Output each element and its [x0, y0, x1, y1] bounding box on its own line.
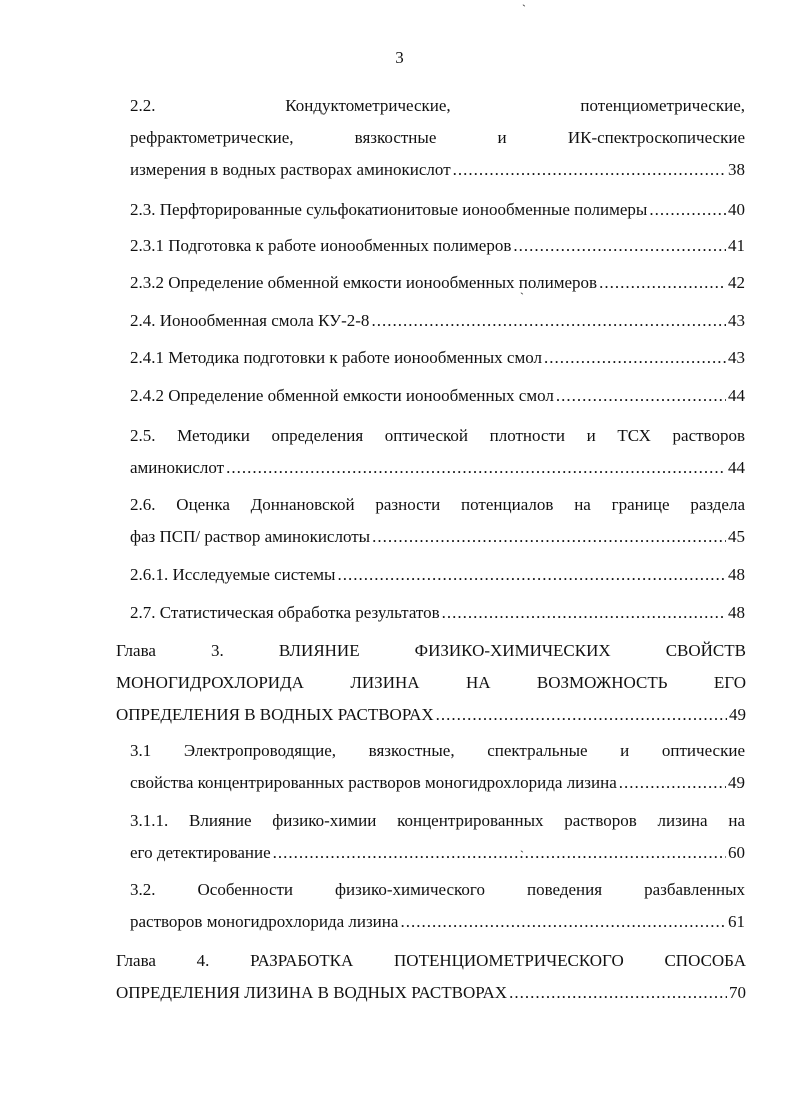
- toc-entry-page: 48: [728, 565, 745, 584]
- toc-entry-2-4[interactable]: [130, 305, 745, 337]
- scan-mark: `: [520, 290, 524, 304]
- toc-leader-dots: [400, 906, 726, 938]
- toc-leader-dots: [226, 452, 726, 484]
- toc-entry-line: 2.2. Кондуктометрические, потенциометрические,: [130, 96, 745, 115]
- toc-entry-title: 2.4.1 Методика подготовки к работе ионообменных смол: [130, 348, 542, 367]
- toc-entry-page: 38: [728, 160, 745, 179]
- toc-entry-title: 2.4. Ионообменная смола КУ-2-8: [130, 311, 370, 330]
- toc-entry-title: 2.6.1. Исследуемые системы: [130, 565, 336, 584]
- toc-entry-title: растворов моногидрохлорида лизина: [130, 912, 399, 931]
- toc-leader-dots: [619, 767, 726, 799]
- toc-leader-dots: [599, 267, 726, 299]
- toc-entry-3-1[interactable]: [130, 735, 745, 799]
- toc-entry-page: 61: [728, 912, 745, 931]
- toc-leader-dots: [556, 380, 726, 412]
- toc-entry-2-2[interactable]: [130, 90, 745, 186]
- toc-entry-page: 70: [729, 983, 746, 1002]
- scan-mark: `: [522, 2, 526, 16]
- toc-leader-dots: [442, 597, 726, 629]
- toc-entry-2-3[interactable]: [130, 194, 745, 226]
- toc-entry-2-6-1[interactable]: [130, 559, 745, 591]
- toc-leader-dots: [436, 699, 727, 731]
- toc-entry-line: 2.6. Оценка Доннановской разности потенциалов на границе раздела: [130, 495, 745, 514]
- toc-entry-line: рефрактометрические, вязкостные и ИК-спектроскопические: [130, 128, 745, 147]
- toc-leader-dots: [337, 559, 726, 591]
- toc-entry-page: 40: [728, 200, 745, 219]
- scan-mark: `: [520, 848, 524, 862]
- page-number: 3: [395, 48, 404, 67]
- toc-leader-dots: [273, 837, 726, 869]
- toc-entry-line: Глава 3. ВЛИЯНИЕ ФИЗИКО-ХИМИЧЕСКИХ СВОЙСТВ: [116, 641, 746, 660]
- toc-chapter-4[interactable]: [116, 945, 746, 1009]
- toc-entry-page: 48: [728, 603, 745, 622]
- toc-leader-dots: [509, 977, 727, 1009]
- toc-entry-2-3-1[interactable]: [130, 230, 745, 262]
- toc-entry-2-6[interactable]: [130, 489, 745, 553]
- toc-entry-line: 3.1 Электропроводящие, вязкостные, спектральные и оптические: [130, 741, 745, 760]
- toc-entry-title: 2.3. Перфторированные сульфокатионитовые ионообменные полимеры: [130, 200, 648, 219]
- toc-entry-page: 41: [728, 236, 745, 255]
- toc-entry-2-7[interactable]: [130, 597, 745, 629]
- toc-entry-page: 45: [728, 527, 745, 546]
- toc-entry-title: свойства концентрированных растворов моногидрохлорида лизина: [130, 773, 617, 792]
- toc-entry-title: 2.4.2 Определение обменной емкости ионообменных смол: [130, 386, 554, 405]
- toc-entry-page: 43: [728, 311, 745, 330]
- toc-entry-page: 49: [728, 773, 745, 792]
- toc-leader-dots: [649, 194, 726, 226]
- toc-chapter-3[interactable]: [116, 635, 746, 731]
- toc-entry-page: 43: [728, 348, 745, 367]
- toc-entry-page: 44: [728, 458, 745, 477]
- toc-entry-2-4-2[interactable]: [130, 380, 745, 412]
- toc-entry-line: 3.2. Особенности физико-химического поведения разбавленных: [130, 880, 745, 899]
- toc-entry-page: 49: [729, 705, 746, 724]
- toc-entry-2-4-1[interactable]: [130, 342, 745, 374]
- toc-entry-title: измерения в водных растворах аминокислот: [130, 160, 451, 179]
- toc-entry-title: 2.3.2 Определение обменной емкости ионообменных полимеров: [130, 273, 598, 292]
- toc-entry-line: Глава 4. РАЗРАБОТКА ПОТЕНЦИОМЕТРИЧЕСКОГО СПОСОБА: [116, 951, 746, 970]
- toc-entry-title: 2.7. Статистическая обработка результатов: [130, 603, 440, 622]
- toc-leader-dots: [544, 342, 726, 374]
- toc-leader-dots: [371, 305, 726, 337]
- toc-leader-dots: [372, 521, 726, 553]
- toc-entry-2-5[interactable]: [130, 420, 745, 484]
- toc-entry-line: МОНОГИДРОХЛОРИДА ЛИЗИНА НА ВОЗМОЖНОСТЬ ЕГО: [116, 673, 746, 692]
- toc-entry-title: аминокислот: [130, 458, 225, 477]
- toc-leader-dots: [513, 230, 726, 262]
- toc-entry-2-3-2[interactable]: [130, 267, 745, 299]
- toc-leader-dots: [453, 154, 726, 186]
- toc-entry-title: его детектирование: [130, 843, 271, 862]
- toc-entry-3-2[interactable]: [130, 874, 745, 938]
- toc-entry-title: 2.3.1 Подготовка к работе ионообменных полимеров: [130, 236, 512, 255]
- toc-entry-3-1-1[interactable]: [130, 805, 745, 869]
- toc-entry-title: ОПРЕДЕЛЕНИЯ ЛИЗИНА В ВОДНЫХ РАСТВОРАХ: [116, 983, 508, 1002]
- toc-entry-page: 42: [728, 273, 745, 292]
- toc-entry-title: ОПРЕДЕЛЕНИЯ В ВОДНЫХ РАСТВОРАХ: [116, 705, 434, 724]
- toc-entry-line: 3.1.1. Влияние физико-химии концентрированных растворов лизина на: [130, 811, 745, 830]
- toc-entry-page: 60: [728, 843, 745, 862]
- toc-entry-page: 44: [728, 386, 745, 405]
- toc-entry-title: фаз ПСП/ раствор аминокислоты: [130, 527, 371, 546]
- toc-entry-line: 2.5. Методики определения оптической плотности и ТСХ растворов: [130, 426, 745, 445]
